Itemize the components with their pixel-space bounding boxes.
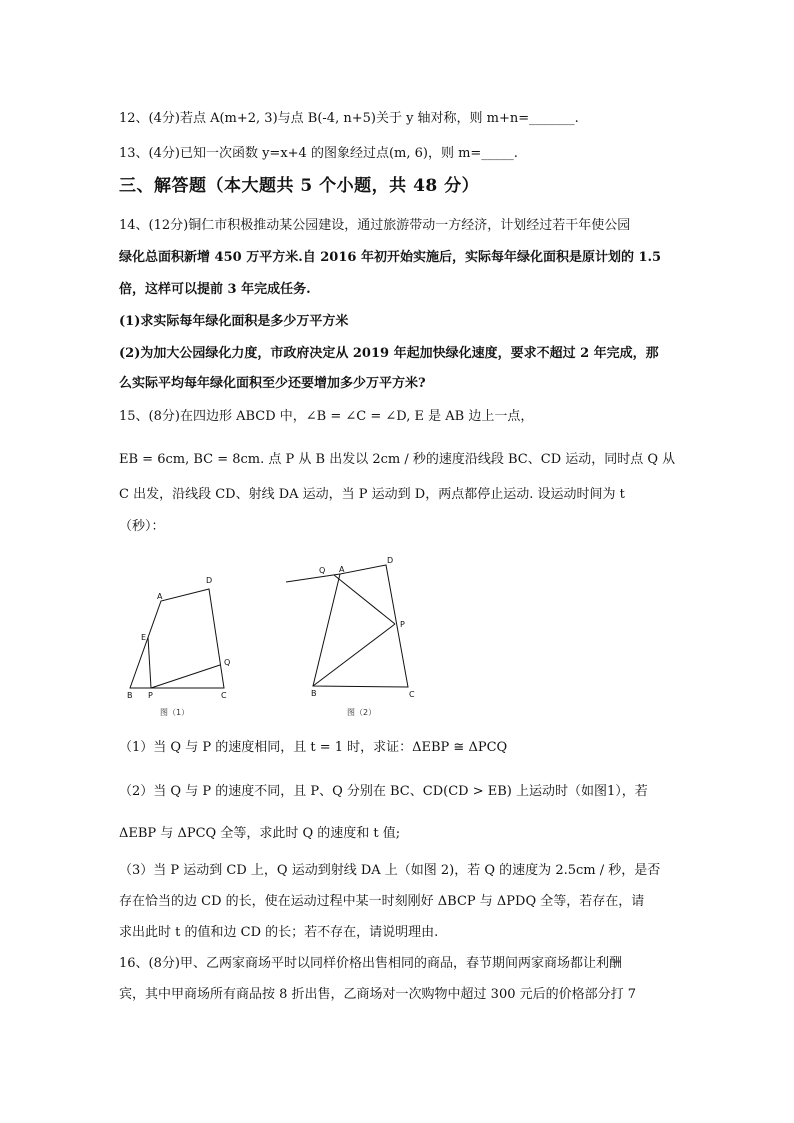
question-14-part-2a: (2)为加大公园绿化力度，市政府决定从 2019 年起加快绿化速度，要求不超过 2 年完成，那 <box>119 346 659 361</box>
fig2-quadrilateral <box>313 565 408 687</box>
question-14-part-2b: 么实际平均每年绿化面积至少还要增加多少万平方米? <box>119 376 426 391</box>
question-14-line-1: 14、(12分)铜仁市积极推动某公园建设，通过旅游带动一方经济，计划经过若干年使公园 <box>119 218 631 233</box>
fig1-segment-ep <box>148 637 151 688</box>
fig1-label-c: C <box>221 691 227 700</box>
fig2-caption: 图（2） <box>347 708 377 717</box>
figure-2 <box>283 548 433 723</box>
question-15-sub-2a: （2）当 Q 与 P 的速度不同，且 P、Q 分别在 BC、CD(CD > EB) 上运动时（如图1），若 <box>119 784 648 799</box>
question-15-line-3: C 出发，沿线段 CD、射线 DA 运动，当 P 运动到 D，两点都停止运动. 设运动时间为 t <box>119 487 625 502</box>
fig2-ray-da <box>286 574 340 582</box>
question-15-line-1: 15、(8分)在四边形 ABCD 中，∠B = ∠C = ∠D, E 是 AB 边上一点， <box>119 409 534 424</box>
fig1-caption: 图（1） <box>160 708 190 717</box>
question-15-line-4: （秒）： <box>119 519 165 534</box>
section-heading-3: 三、解答题（本大题共 5 个小题，共 48 分） <box>119 176 480 196</box>
question-15-sub-2b: ΔEBP 与 ΔPCQ 全等，求此时 Q 的速度和 t 值; <box>119 826 401 841</box>
fig2-label-c: C <box>409 690 415 699</box>
fig1-label-b: B <box>127 691 133 700</box>
question-16-line-1: 16、(8分)甲、乙两家商场平时以同样价格出售相同的商品，春节期间两家商场都让利酬 <box>119 956 622 971</box>
question-15-sub-1: （1）当 Q 与 P 的速度相同，且 t = 1 时，求证：ΔEBP ≅ ΔPCQ <box>119 740 508 755</box>
question-14-line-2: 绿化总面积新增 450 万平方米.自 2016 年初开始实施后，实际每年绿化面积是原计划的 1.5 <box>119 250 662 265</box>
question-13: 13、(4分)已知一次函数 y=x+4 的图象经过点(m, 6)，则 m=_____. <box>119 146 518 161</box>
question-16-line-2: 宾，其中甲商场所有商品按 8 折出售，乙商场对一次购物中超过 300 元后的价格部分打 7 <box>119 987 637 1002</box>
question-15-line-2: EB = 6cm, BC = 8cm. 点 P 从 B 出发以 2cm / 秒的速度沿线段 BC、CD 运动，同时点 Q 从 <box>119 452 676 467</box>
fig1-label-p: P <box>148 691 153 700</box>
fig2-segment-qp <box>334 575 395 624</box>
figure-1 <box>118 548 243 723</box>
fig1-label-a: A <box>157 592 163 601</box>
question-14-part-1: (1)求实际每年绿化面积是多少万平方米 <box>119 314 349 329</box>
fig2-label-b: B <box>311 689 317 698</box>
fig2-label-q: Q <box>319 566 326 575</box>
question-15-sub-3a: （3）当 P 运动到 CD 上，Q 运动到射线 DA 上（如图 2)，若 Q 的速度为 2.5cm / 秒，是否 <box>119 863 661 878</box>
question-15-sub-3b: 存在恰当的边 CD 的长，使在运动过程中某一时刻刚好 ΔBCP 与 ΔPDQ 全等，若存在，请 <box>119 894 645 909</box>
question-15-sub-3c: 求出此时 t 的值和边 CD 的长；若不存在，请说明理由. <box>119 925 439 940</box>
fig1-label-q: Q <box>224 658 231 667</box>
fig2-label-p: P <box>400 620 405 629</box>
question-14-line-3: 倍，这样可以提前 3 年完成任务. <box>119 282 311 297</box>
fig1-label-e: E <box>141 633 147 642</box>
question-12: 12、(4分)若点 A(m+2, 3)与点 B(-4, n+5)关于 y 轴对称，则 m+n=_______. <box>119 111 579 126</box>
fig1-segment-pq <box>151 665 220 688</box>
fig2-label-a: A <box>339 565 345 574</box>
fig1-label-d: D <box>206 576 213 585</box>
fig2-label-d: D <box>387 556 394 565</box>
